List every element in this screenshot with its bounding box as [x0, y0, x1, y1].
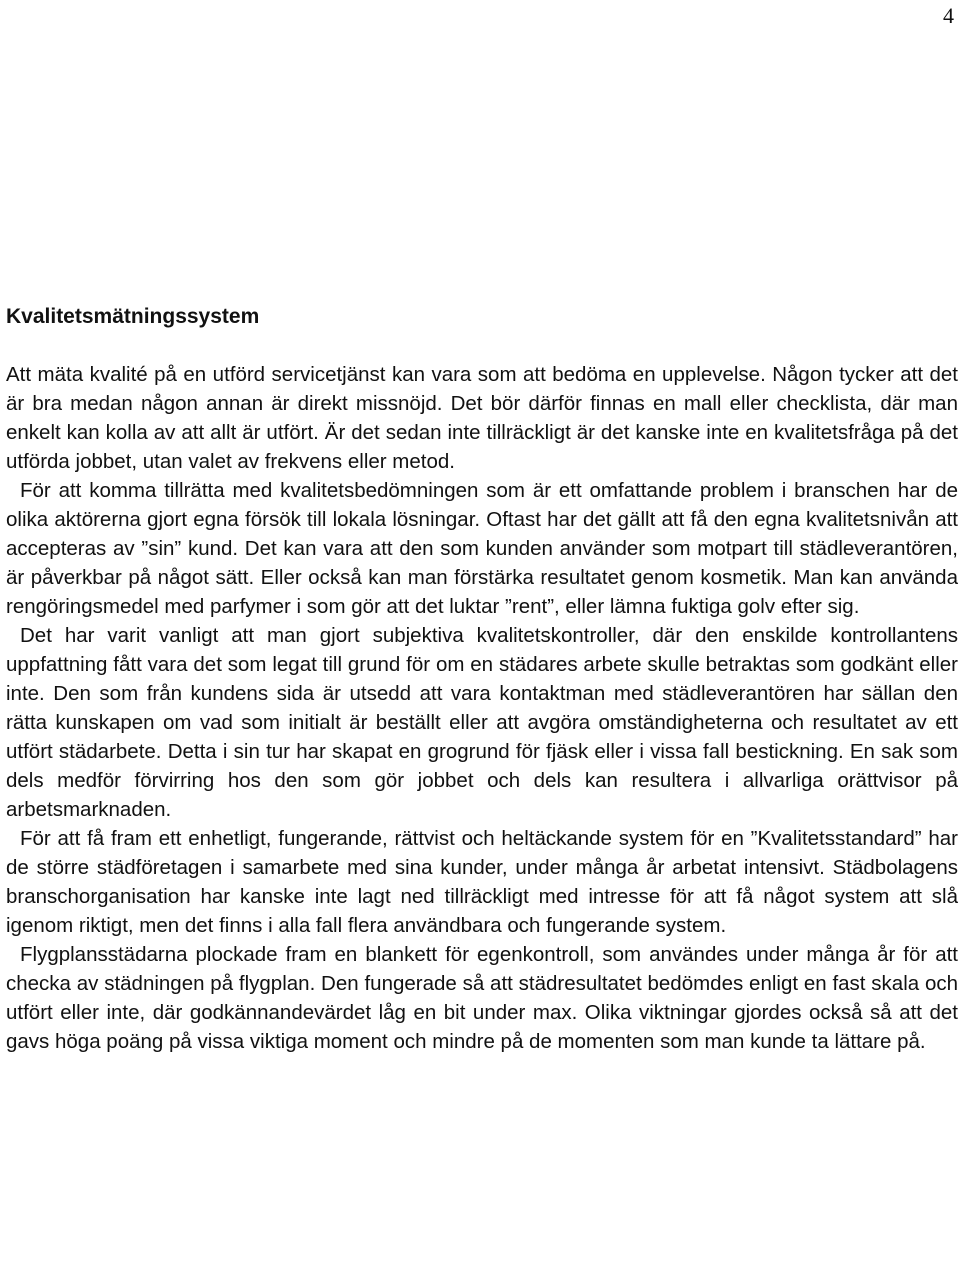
paragraph-1: Att mäta kvalité på en utförd servicetjänst kan vara som att bedöma en upplevelse. Någon tycker att det är bra medan någon annan är direkt missnöjd. Det bör därför finnas en mall eller checklista, där man enkelt kan kolla av att allt är utfört. Är det sedan inte tillräckligt är det kanske inte en kvalitetsfråga på det utförda jobbet, utan valet av frekvens eller metod. — [6, 363, 958, 473]
paragraph-2: För att komma tillrätta med kvalitetsbedömningen som är ett omfattande problem i branschen har de olika aktörerna gjort egna försök till lokala lösningar. Oftast har det gällt att få den egna kvalitetsnivån att accepteras av ”sin” kund. Det kan vara att den som kunden använder som motpart till städleverantören, är påverkbar på något sätt. Eller också kan man förstärka resultatet genom kosmetik. Man kan använda rengöringsmedel med parfymer i som gör att det luktar ”rent”, eller lämna fuktiga golv efter sig. — [6, 479, 958, 618]
paragraph-4: För att få fram ett enhetligt, fungerande, rättvist och heltäckande system för en ”Kvalitetsstandard” har de större städföretagen i samarbete med sina kunder, under många år arbetat intensivt. Städbolagens branschorganisation har kanske inte lagt ned tillräckligt med intresse för att få något system att slå igenom riktigt, men det finns i alla fall flera användbara och fungerande system. — [6, 827, 958, 937]
page-number: 4 — [943, 3, 954, 28]
section-heading: Kvalitetsmätningssystem — [6, 305, 260, 328]
paragraph-5: Flygplansstädarna plockade fram en blankett för egenkontroll, som användes under många år för att checka av städningen på flygplan. Den fungerade så att städresultatet bedömdes enligt en fast skala och utfört eller inte, där godkännandevärdet låg en bit under max. Olika viktningar gjordes också så att det gavs höga poäng på vissa viktiga moment och mindre på de momenten som man kunde ta lättare på. — [6, 943, 958, 1053]
paragraph-3: Det har varit vanligt att man gjort subjektiva kvalitetskontroller, där den enskilde kontrollantens uppfattning fått vara det som legat till grund för om en städares arbete skulle betraktas som godkänt eller inte. Den som från kundens sida är utsedd att vara kontaktman med städleverantören har sällan den rätta kunskapen om vad som initialt är beställt eller att avgöra omständigheterna och resultatet av ett utfört städarbete. Detta i sin tur har skapat en grogrund för fjäsk eller i vissa fall bestickning. En sak som dels medför förvirring hos den som gör jobbet och dels kan resultera i allvarliga orättvisor på arbetsmarknaden. — [6, 624, 958, 821]
document-body — [6, 302, 958, 1056]
